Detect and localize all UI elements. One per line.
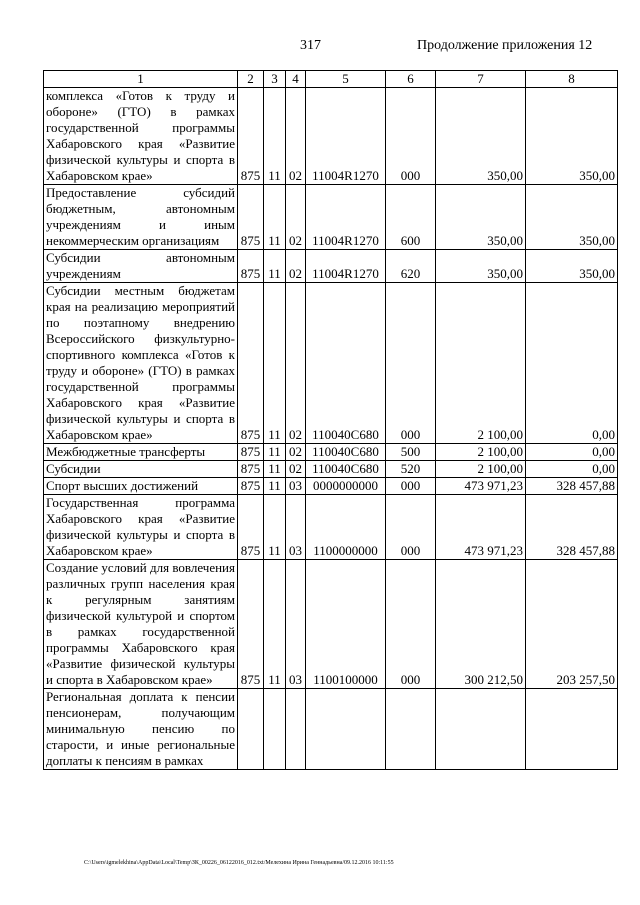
cell-expense-type: 500 [386,444,436,461]
cell-amount-1 [436,689,526,770]
table-row [44,250,618,283]
cell-subsection: 03 [286,478,306,495]
cell-ministry: 875 [238,495,264,560]
cell-target-article: 110040С680 [306,444,386,461]
cell-ministry: 875 [238,88,264,185]
cell-ministry: 875 [238,478,264,495]
cell-expense-type: 000 [386,283,436,444]
cell-target-article: 11004R1270 [306,88,386,185]
cell-section: 11 [264,250,286,283]
cell-subsection [286,689,306,770]
cell-subsection: 02 [286,88,306,185]
cell-target-article: 110040С680 [306,461,386,478]
cell-expense-type: 000 [386,560,436,689]
row-name: Субсидии автономным учреждениям [44,250,238,283]
column-header: 8 [526,71,618,88]
cell-amount-2: 328 457,88 [526,495,618,560]
cell-amount-2 [526,689,618,770]
cell-expense-type: 600 [386,185,436,250]
cell-amount-2: 203 257,50 [526,560,618,689]
continuation-label: Продолжение приложения 12 [417,38,593,53]
table-row [44,689,618,770]
cell-amount-1: 473 971,23 [436,495,526,560]
cell-expense-type: 000 [386,478,436,495]
cell-amount-2: 328 457,88 [526,478,618,495]
table-row [44,461,618,478]
cell-amount-1: 350,00 [436,88,526,185]
cell-section [264,689,286,770]
cell-subsection: 03 [286,495,306,560]
budget-table [43,70,618,770]
table-row [44,185,618,250]
cell-amount-2: 0,00 [526,461,618,478]
cell-target-article: 11004R1270 [306,185,386,250]
cell-amount-2: 0,00 [526,444,618,461]
cell-expense-type: 620 [386,250,436,283]
row-name: Региональная доплата к пенсии пенсионерам, получающим минимальную пенсию по старости, и иные региональные доплаты к пенсиям в рамках [44,689,238,770]
cell-expense-type: 000 [386,88,436,185]
table-row [44,444,618,461]
cell-ministry: 875 [238,283,264,444]
row-name: Субсидии [44,461,238,478]
cell-target-article: 11004R1270 [306,250,386,283]
cell-section: 11 [264,185,286,250]
cell-target-article: 1100000000 [306,495,386,560]
column-header: 5 [306,71,386,88]
column-header: 6 [386,71,436,88]
table-row [44,560,618,689]
column-header: 2 [238,71,264,88]
cell-section: 11 [264,283,286,444]
cell-subsection: 02 [286,461,306,478]
page-number: 317 [300,38,321,53]
cell-expense-type: 000 [386,495,436,560]
cell-amount-1: 300 212,50 [436,560,526,689]
cell-expense-type: 520 [386,461,436,478]
cell-section: 11 [264,88,286,185]
file-path-footer: C:\Users\igmelekhina\AppData\Local\Temp\ЗК_00226_06122016_012.txt/Мелехина Ирина Геннадьевна/09.12.2016 10:11:55 [84,860,394,866]
row-name: Государственная программа Хабаровского края «Развитие физической культуры и спорта в Хабаровском крае» [44,495,238,560]
row-name: Предоставление субсидий бюджетным, автономным учреждениям и иным некоммерческим организациям [44,185,238,250]
cell-ministry: 875 [238,461,264,478]
cell-amount-2: 0,00 [526,283,618,444]
row-name: Межбюджетные трансферты [44,444,238,461]
cell-target-article: 1100100000 [306,560,386,689]
cell-target-article [306,689,386,770]
table-row [44,283,618,444]
table-header-row [44,71,618,88]
row-name: Субсидии местным бюджетам края на реализацию мероприятий по поэтапному внедрению Всероссийского физкультурно-спортивного комплекса «Готов к труду и обороне» (ГТО) в рамках государственной программы Хабаровского края «Развитие физической культуры и спорта в Хабаровском крае» [44,283,238,444]
cell-expense-type [386,689,436,770]
cell-section: 11 [264,461,286,478]
table-row [44,88,618,185]
cell-amount-1: 2 100,00 [436,283,526,444]
cell-amount-2: 350,00 [526,250,618,283]
row-name: Создание условий для вовлечения различных групп населения края к регулярным занятиям физической культурой и спортом в рамках государственной программы Хабаровского края «Развитие физической культуры и спорта в Хабаровском крае» [44,560,238,689]
table-row [44,478,618,495]
cell-section: 11 [264,478,286,495]
cell-amount-2: 350,00 [526,185,618,250]
cell-subsection: 03 [286,560,306,689]
cell-target-article: 110040С680 [306,283,386,444]
cell-amount-1: 350,00 [436,250,526,283]
cell-amount-1: 2 100,00 [436,444,526,461]
cell-amount-2: 350,00 [526,88,618,185]
cell-subsection: 02 [286,283,306,444]
cell-ministry: 875 [238,250,264,283]
cell-subsection: 02 [286,250,306,283]
cell-amount-1: 473 971,23 [436,478,526,495]
column-header: 3 [264,71,286,88]
column-header: 4 [286,71,306,88]
cell-ministry: 875 [238,560,264,689]
cell-ministry [238,689,264,770]
cell-section: 11 [264,560,286,689]
row-name: комплекса «Готов к труду и обороне» (ГТО) в рамках государственной программы Хабаровского края «Развитие физической культуры и спорта в Хабаровском крае» [44,88,238,185]
cell-amount-1: 2 100,00 [436,461,526,478]
column-header: 7 [436,71,526,88]
table-row [44,495,618,560]
cell-ministry: 875 [238,444,264,461]
cell-target-article: 0000000000 [306,478,386,495]
cell-section: 11 [264,495,286,560]
row-name: Спорт высших достижений [44,478,238,495]
cell-ministry: 875 [238,185,264,250]
cell-section: 11 [264,444,286,461]
column-header: 1 [44,71,238,88]
cell-subsection: 02 [286,444,306,461]
cell-subsection: 02 [286,185,306,250]
cell-amount-1: 350,00 [436,185,526,250]
